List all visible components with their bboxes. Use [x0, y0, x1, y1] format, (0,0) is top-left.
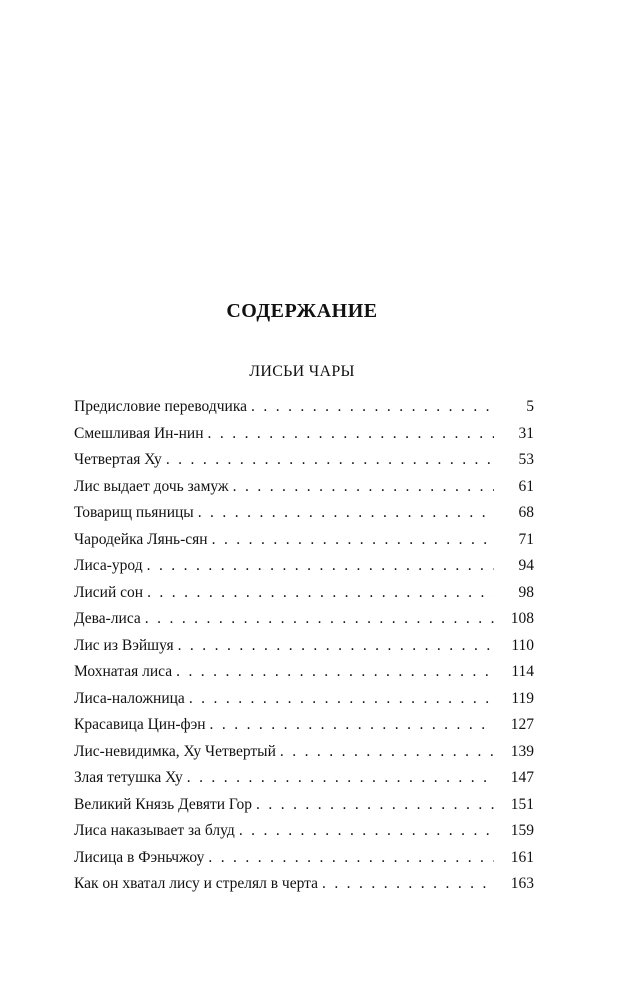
toc-entry-title: Четвертая Ху [74, 451, 162, 468]
toc-entry-title: Товарищ пьяницы [74, 504, 194, 521]
toc-entry-page-number: 163 [510, 875, 534, 892]
toc-entry-title: Дева-лиса [74, 610, 141, 627]
dot-leader [166, 451, 494, 469]
toc-entry[interactable] [74, 663, 534, 690]
toc-entry-page-number: 119 [511, 689, 534, 707]
toc-entry-page-number: 147 [510, 769, 534, 786]
toc-entry-title: Как он хватал лису и стрелял в черта [74, 875, 318, 892]
toc-entry[interactable] [74, 769, 534, 796]
dot-leader [322, 875, 494, 893]
dot-leader [198, 504, 494, 522]
dot-leader [147, 557, 494, 575]
toc-entry-page-number: 114 [511, 663, 534, 680]
toc-entry[interactable] [74, 398, 534, 425]
dot-leader [189, 690, 494, 708]
toc-entry-title: Лиса-урод [74, 557, 143, 574]
dot-leader [256, 796, 494, 814]
toc-entry[interactable] [74, 690, 534, 717]
dot-leader [212, 531, 494, 549]
toc-entry[interactable] [74, 557, 534, 584]
toc-entry[interactable] [74, 584, 534, 611]
dot-leader [178, 637, 494, 655]
dot-leader [145, 610, 494, 628]
toc-entry-page-number: 5 [526, 398, 534, 415]
dot-leader [280, 743, 494, 761]
toc-entry[interactable] [74, 849, 534, 876]
toc-entry[interactable] [74, 451, 534, 478]
toc-entry-title: Лисица в Фэньчжоу [74, 848, 205, 866]
toc-entry-page-number: 151 [510, 795, 534, 813]
toc-entry-title: Лис выдает дочь замуж [74, 477, 229, 495]
toc-entry[interactable] [74, 822, 534, 849]
dot-leader [233, 478, 494, 496]
toc-entry-title: Лиса наказывает за блуд [74, 822, 235, 839]
toc-entry-page-number: 161 [510, 848, 534, 866]
toc-entry-page-number: 98 [518, 583, 534, 601]
dot-leader [239, 822, 494, 840]
toc-entry[interactable] [74, 610, 534, 637]
dot-leader [187, 769, 494, 787]
toc-entry-title: Злая тетушка Ху [74, 769, 183, 786]
toc-entry[interactable] [74, 504, 534, 531]
toc-list [74, 398, 534, 902]
toc-entry-page-number: 31 [518, 424, 534, 442]
toc-entry[interactable] [74, 425, 534, 452]
toc-entry-title: Смешливая Ин-нин [74, 424, 204, 442]
toc-entry-title: Лис-невидимка, Ху Четвертый [74, 742, 276, 760]
dot-leader [147, 584, 494, 602]
toc-entry[interactable] [74, 743, 534, 770]
page-title: СОДЕРЖАНИЕ [226, 300, 378, 322]
toc-entry[interactable] [74, 531, 534, 558]
dot-leader [176, 663, 494, 681]
dot-leader [208, 425, 494, 443]
toc-entry-page-number: 108 [510, 610, 534, 627]
toc-entry-page-number: 139 [510, 742, 534, 760]
toc-entry[interactable] [74, 478, 534, 505]
toc-entry-page-number: 127 [510, 716, 534, 733]
toc-entry-page-number: 68 [518, 504, 534, 521]
toc-entry-page-number: 159 [510, 822, 534, 839]
toc-entry-page-number: 110 [511, 636, 534, 654]
dot-leader [210, 716, 494, 734]
toc-entry[interactable] [74, 796, 534, 823]
section-title: ЛИСЬИ ЧАРЫ [249, 363, 355, 380]
toc-entry-title: Лис из Вэйшуя [74, 636, 174, 654]
toc-entry-page-number: 94 [518, 557, 534, 574]
toc-entry-title: Лисий сон [74, 583, 144, 601]
toc-entry-title: Предисловие переводчика [74, 398, 248, 415]
dot-leader [251, 398, 494, 416]
toc-entry-page-number: 71 [518, 530, 534, 548]
toc-entry-title: Великий Князь Девяти Гор [74, 795, 253, 813]
dot-leader [208, 849, 494, 867]
toc-entry-page-number: 53 [518, 451, 534, 468]
toc-entry-title: Красавица Цин-фэн [74, 716, 206, 733]
toc-entry[interactable] [74, 637, 534, 664]
toc-entry[interactable] [74, 716, 534, 743]
toc-entry[interactable] [74, 875, 534, 902]
toc-entry-title: Чародейка Лянь-сян [74, 530, 208, 548]
toc-entry-title: Мохнатая лиса [74, 663, 173, 680]
toc-entry-page-number: 61 [518, 477, 534, 495]
toc-entry-title: Лиса-наложница [74, 689, 185, 707]
